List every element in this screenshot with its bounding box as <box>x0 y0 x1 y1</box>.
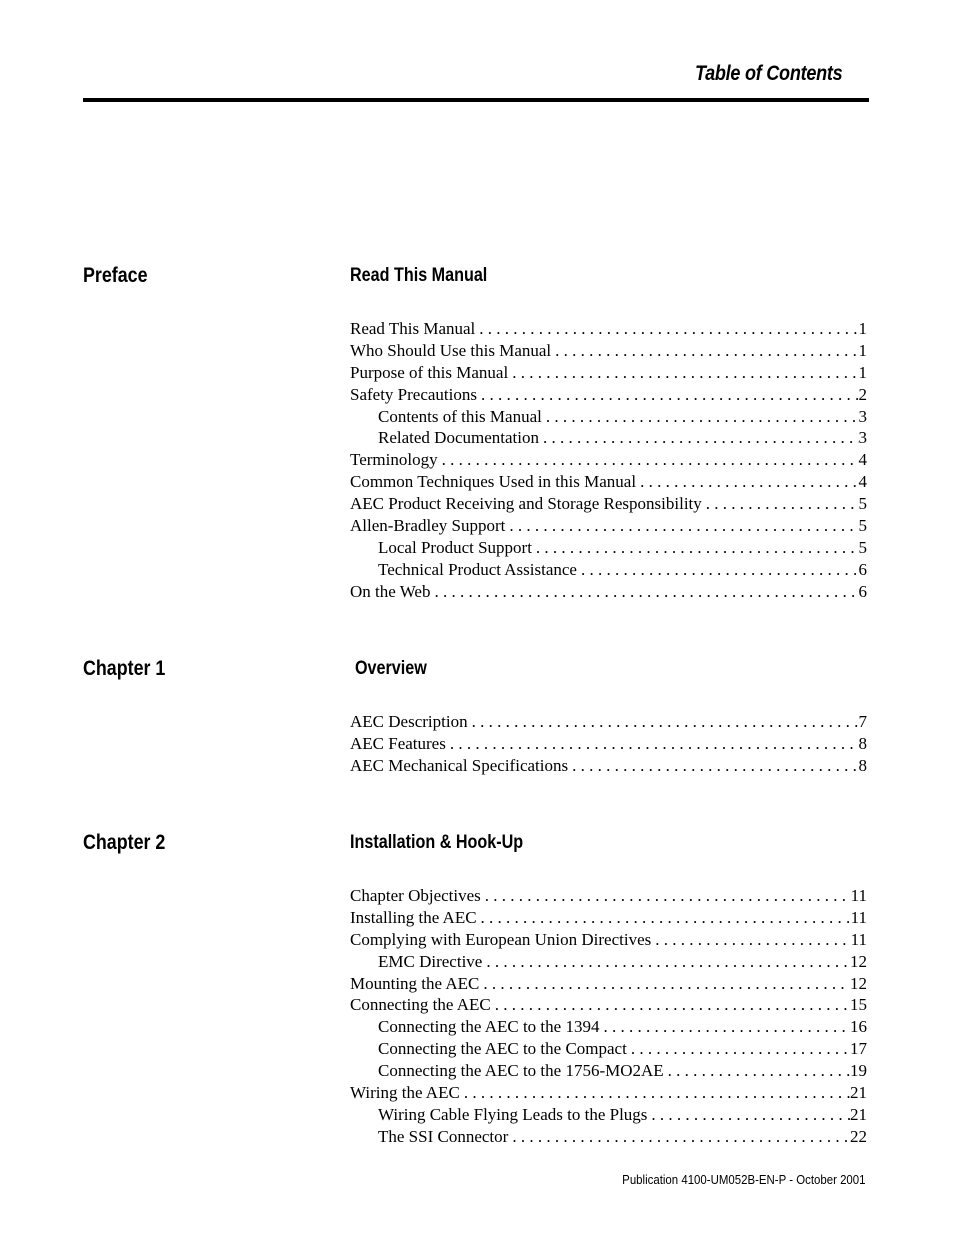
toc-entry[interactable] <box>350 515 867 537</box>
toc-entry-title: Local Product Support <box>378 537 532 557</box>
dot-leader <box>627 1038 850 1060</box>
toc-entry-page: 6 <box>858 581 867 601</box>
dot-leader <box>460 1082 850 1104</box>
toc-entry-page: 1 <box>858 319 867 338</box>
toc-entry-page: 4 <box>858 472 867 492</box>
toc-entry-page: 5 <box>858 494 867 514</box>
toc-list <box>350 885 867 1148</box>
toc-entry-title: The SSI Connector <box>378 1126 509 1146</box>
section-label: Chapter 2 <box>83 831 166 854</box>
toc-entry[interactable] <box>350 1016 867 1038</box>
toc-entry-title: AEC Features <box>350 733 446 753</box>
toc-entry-title: Mounting the AEC <box>350 973 480 993</box>
toc-entry-title: Installing the AEC <box>350 907 477 927</box>
toc-entry-title: On the Web <box>350 581 431 601</box>
toc-entry-title: Safety Precautions <box>350 384 477 404</box>
section-label: Chapter 1 <box>83 657 166 680</box>
toc-entry-page: 19 <box>850 1061 867 1081</box>
dot-leader <box>446 733 859 755</box>
toc-entry-title: Related Documentation <box>378 428 539 448</box>
toc-entry-title: Wiring the AEC <box>350 1083 460 1103</box>
dot-leader <box>539 427 859 449</box>
toc-entry-page: 4 <box>858 450 867 470</box>
dot-leader <box>568 755 858 777</box>
dot-leader <box>475 318 858 340</box>
dot-leader <box>430 581 858 603</box>
toc-entry[interactable] <box>350 493 867 515</box>
toc-entry[interactable] <box>350 1082 867 1104</box>
toc-entry[interactable] <box>350 929 867 951</box>
toc-entry-page: 16 <box>850 1017 867 1037</box>
toc-entry[interactable] <box>350 449 867 471</box>
dot-leader <box>542 406 859 428</box>
toc-entry[interactable] <box>350 471 867 493</box>
toc-entry-title: Allen-Bradley Support <box>350 516 506 536</box>
dot-leader <box>651 929 850 951</box>
toc-entry[interactable] <box>350 537 867 559</box>
toc-entry[interactable] <box>350 581 867 603</box>
toc-entry-title: Who Should Use this Manual <box>350 340 552 360</box>
toc-entry-title: Complying with European Union Directives <box>350 929 652 949</box>
section-label: Preface <box>83 264 148 287</box>
toc-entry[interactable] <box>350 406 867 428</box>
toc-entry[interactable] <box>350 1126 867 1148</box>
toc-entry-page: 11 <box>850 929 867 949</box>
toc-entry-page: 15 <box>850 995 867 1015</box>
toc-entry-title: Purpose of this Manual <box>350 362 509 382</box>
toc-entry-page: 3 <box>858 406 867 426</box>
dot-leader <box>491 994 850 1016</box>
toc-entry[interactable] <box>350 559 867 581</box>
toc-entry-title: Technical Product Assistance <box>378 559 577 579</box>
toc-entry-title: Connecting the AEC <box>350 995 491 1015</box>
toc-entry[interactable] <box>350 755 867 777</box>
toc-entry-page: 2 <box>858 384 867 404</box>
toc-entry-page: 12 <box>850 951 867 971</box>
toc-entry[interactable] <box>350 1060 867 1082</box>
toc-entry-page: 21 <box>850 1104 867 1124</box>
dot-leader <box>577 559 859 581</box>
page-title: Table of Contents <box>694 62 842 85</box>
toc-entry-title: AEC Mechanical Specifications <box>350 755 569 775</box>
dot-leader <box>647 1104 850 1126</box>
toc-entry-page: 8 <box>858 733 867 753</box>
dot-leader <box>477 907 851 929</box>
header-rule <box>83 98 869 102</box>
section-heading: Installation & Hook-Up <box>350 832 524 853</box>
toc-entry[interactable] <box>350 973 867 995</box>
publication-footer: Publication 4100-UM052B-EN-P - October 2001 <box>622 1172 866 1187</box>
toc-entry[interactable] <box>350 711 867 733</box>
dot-leader <box>599 1016 850 1038</box>
dot-leader <box>438 449 859 471</box>
toc-entry[interactable] <box>350 1104 867 1126</box>
toc-entry[interactable] <box>350 427 867 449</box>
toc-entry-page: 22 <box>850 1126 867 1146</box>
section-heading: Overview <box>355 658 427 679</box>
toc-entry-page: 17 <box>850 1039 867 1059</box>
toc-entry-page: 7 <box>858 712 867 731</box>
dot-leader <box>508 362 858 384</box>
dot-leader <box>468 711 859 733</box>
toc-entry[interactable] <box>350 384 867 406</box>
toc-entry-title: Connecting the AEC to the 1394 <box>378 1017 600 1037</box>
toc-entry[interactable] <box>350 907 867 929</box>
dot-leader <box>479 973 850 995</box>
toc-entry-title: AEC Description <box>350 712 468 731</box>
dot-leader <box>477 384 859 406</box>
toc-entry-page: 3 <box>858 428 867 448</box>
dot-leader <box>508 1126 850 1148</box>
section-heading: Read This Manual <box>350 265 488 286</box>
toc-entry[interactable] <box>350 951 867 973</box>
toc-entry-page: 6 <box>858 559 867 579</box>
toc-entry[interactable] <box>350 733 867 755</box>
toc-entry[interactable] <box>350 340 867 362</box>
dot-leader <box>551 340 858 362</box>
toc-entry-page: 5 <box>858 537 867 557</box>
toc-entry[interactable] <box>350 994 867 1016</box>
toc-entry[interactable] <box>350 885 867 907</box>
toc-entry-title: Chapter Objectives <box>350 886 481 905</box>
toc-entry-title: Read This Manual <box>350 319 476 338</box>
toc-entry[interactable] <box>350 362 867 384</box>
toc-entry-page: 11 <box>850 907 867 927</box>
toc-entry-page: 11 <box>850 886 867 905</box>
toc-entry-page: 8 <box>858 755 867 775</box>
dot-leader <box>481 885 851 907</box>
toc-entry-title: Connecting the AEC to the 1756-MO2AE <box>378 1061 664 1081</box>
toc-entry-title: Common Techniques Used in this Manual <box>350 472 637 492</box>
toc-list <box>350 711 867 777</box>
toc-entry-title: Connecting the AEC to the Compact <box>378 1039 627 1059</box>
toc-entry-page: 1 <box>858 340 867 360</box>
toc-entry-title: Terminology <box>350 450 438 470</box>
toc-entry-page: 21 <box>850 1083 867 1103</box>
toc-entry-title: EMC Directive <box>378 951 483 971</box>
toc-entry-title: Wiring Cable Flying Leads to the Plugs <box>378 1104 648 1124</box>
toc-entry-title: Contents of this Manual <box>378 406 542 426</box>
dot-leader <box>664 1060 850 1082</box>
dot-leader <box>702 493 859 515</box>
toc-entry[interactable] <box>350 1038 867 1060</box>
toc-entry-page: 12 <box>850 973 867 993</box>
toc-entry-title: AEC Product Receiving and Storage Responsibility <box>350 494 702 514</box>
toc-entry[interactable] <box>350 318 867 340</box>
dot-leader <box>505 515 858 537</box>
toc-list <box>350 318 867 603</box>
dot-leader <box>636 471 858 493</box>
toc-entry-page: 5 <box>858 516 867 536</box>
dot-leader <box>532 537 859 559</box>
dot-leader <box>482 951 850 973</box>
toc-entry-page: 1 <box>858 362 867 382</box>
